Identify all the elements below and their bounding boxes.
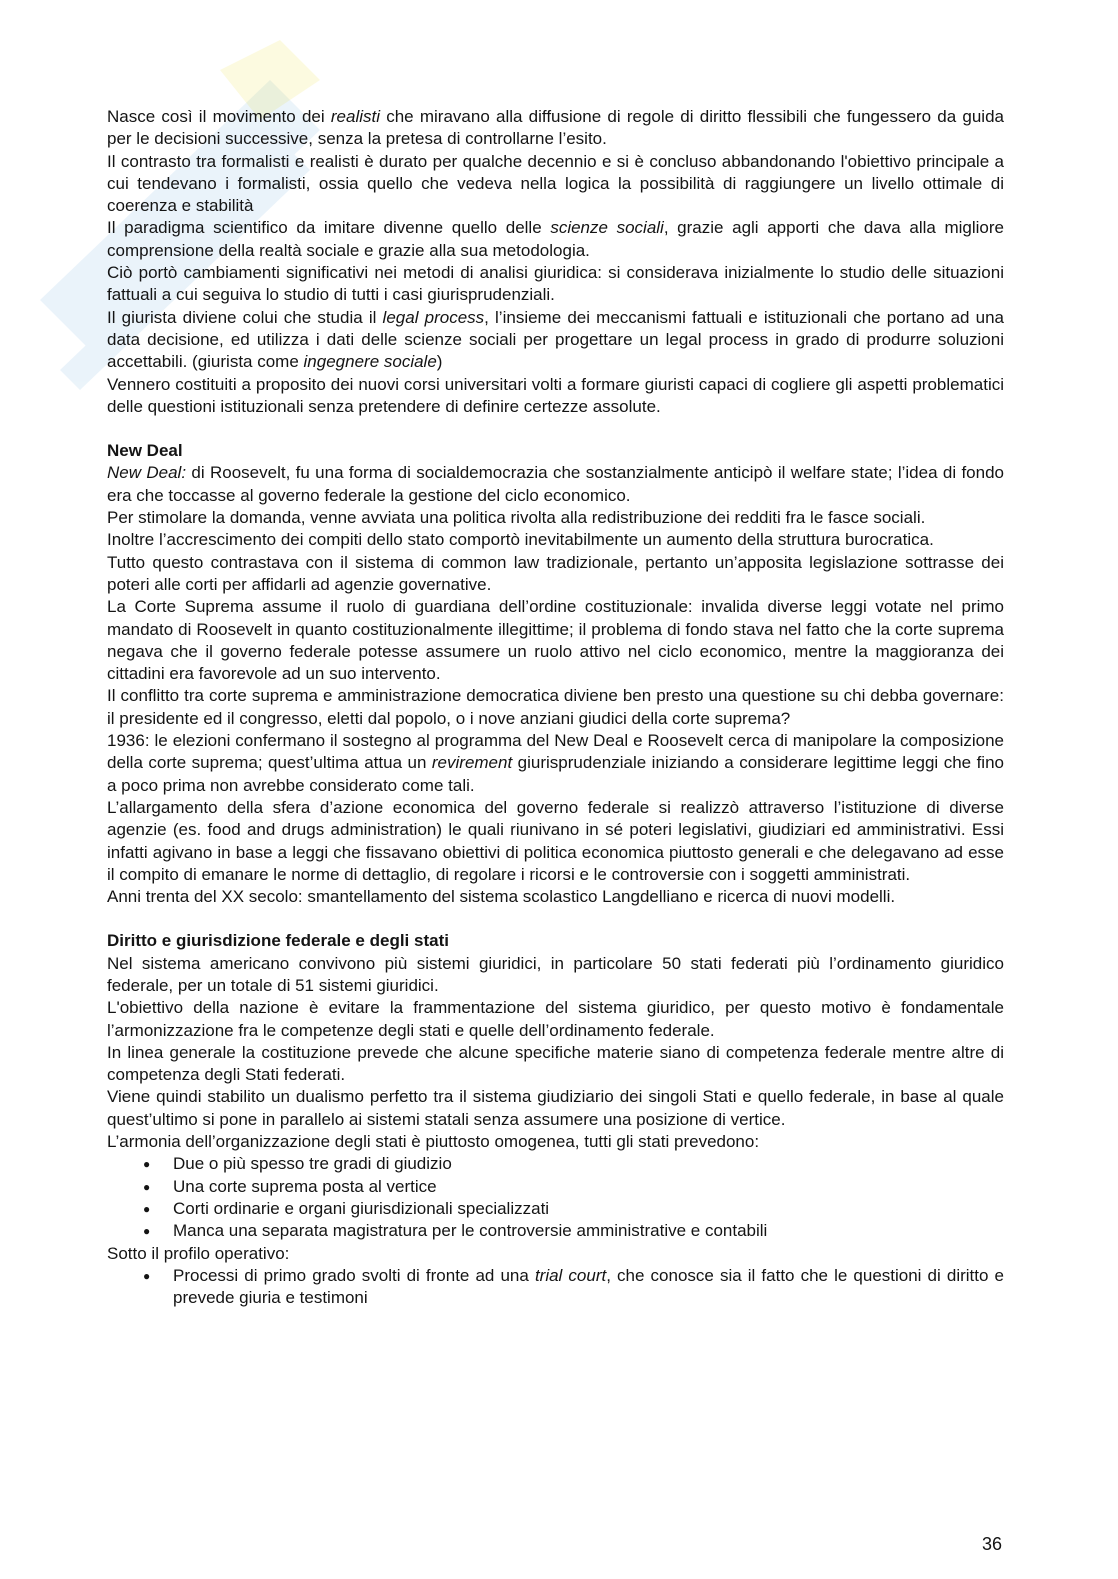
- italic-text: ingegnere sociale: [303, 352, 437, 372]
- paragraph: [107, 507, 1004, 529]
- text-run: Nasce così il movimento dei: [107, 107, 331, 126]
- bullet-list: [107, 1153, 1004, 1242]
- paragraph: [107, 1086, 1004, 1131]
- text-run: Sotto il profilo operativo:: [107, 1243, 290, 1263]
- text-run: Il contrasto tra formalisti e realisti è durato per qualche decennio e si è concluso abbandonando l'obiettivo principale a cui tendevano i formalisti, ossia quello che vedeva nella logica la possibilità di raggiungere un livello ottimale di coerenza e stabilità: [107, 151, 1004, 216]
- text-run: , l’insieme dei meccanismi fattuali e istituzionali che portano ad una data decisione, ed utilizza i dati delle scienze sociali per progettare un legal process in grado di produrre soluzioni accettabili. (giurista come: [107, 307, 1005, 372]
- italic-text: New Deal:: [107, 463, 187, 483]
- intro-section: [107, 106, 1004, 418]
- text-run: Inoltre l’accrescimento dei compiti dello stato comportò inevitabilmente un aumento della struttura burocratica.: [107, 530, 934, 550]
- text-run: L’allargamento della sfera d’azione economica del governo federale si realizzò attraverso l’istituzione di diverse agenzie (es. food and drugs administration) le quali riunivano in sé poteri legislativi, giudiziari ed amministrativi. Essi infatti agivano in base a leggi che fissavano obiettivi di politica economica piuttosto generali e che delegavano ad esse il compito di emanare le norme di dettaglio, di regolare i ricorsi e le controversie con i soggetti amministrati.: [107, 797, 1004, 884]
- text-run: La Corte Suprema assume il ruolo di guardiana dell’ordine costituzionale: invalida diverse leggi votate nel primo mandato di Roosevelt in quanto costituzionalmente illegittime; il problema di fondo stava nel fatto che la corte suprema negava che il governo federale potesse assumere un ruolo attivo nel ciclo economico, mentre la maggioranza dei cittadini era favorevole ad un suo intervento.: [107, 597, 1004, 684]
- text-run: L’armonia dell’organizzazione degli stati è piuttosto omogenea, tutti gli stati prevedono:: [107, 1132, 760, 1152]
- paragraph: [107, 151, 1004, 218]
- italic-text: realisti: [330, 107, 380, 126]
- paragraph: [107, 462, 1004, 507]
- text-run: In linea generale la costituzione prevede che alcune specifiche materie siano di competenza federale mentre altre di competenza degli Stati federati.: [107, 1042, 1004, 1085]
- text-run: Tutto questo contrastava con il sistema di common law tradizionale, pertanto un’apposita legislazione sottrasse dei poteri alle corti per affidarli ad agenzie governative.: [107, 552, 1004, 594]
- diritto-section: [107, 930, 1004, 1309]
- paragraph: [107, 730, 1004, 797]
- text-run: , grazie agli apporti che dava alla migliore comprensione della realtà sociale e grazie alla sua metodologia.: [107, 218, 1004, 260]
- paragraph: [107, 374, 1004, 419]
- page-number: 36: [981, 1534, 1002, 1554]
- italic-text: revirement: [431, 753, 513, 773]
- text-run: Corti ordinarie e organi giurisdizionali specializzati: [173, 1198, 550, 1218]
- text-run: Il paradigma scientifico da imitare divenne quello delle: [107, 218, 551, 238]
- text-run: Il giurista diviene colui che studia il: [107, 307, 383, 327]
- list-item: [173, 1198, 1004, 1220]
- paragraph: [107, 886, 1004, 908]
- paragraph: [107, 685, 1004, 730]
- new-deal-section: [107, 440, 1004, 908]
- list-item: [173, 1176, 1004, 1198]
- paragraph: [107, 596, 1004, 685]
- paragraph: [107, 106, 1004, 151]
- paragraph: [107, 1042, 1004, 1087]
- paragraph: [107, 552, 1004, 597]
- text-run: 1936: le elezioni confermano il sostegno al programma del New Deal e Roosevelt cerca di manipolare la composizione della corte suprema; quest’ultima attua un: [107, 731, 1004, 773]
- paragraph: [107, 217, 1004, 262]
- text-run: giurisprudenziale iniziando a considerare legittime leggi che fino a poco prima non avrebbe considerato come tali.: [107, 753, 1004, 795]
- text-run: , che conosce sia il fatto che le questioni di diritto e prevede giuria e testimoni: [173, 1265, 1004, 1308]
- list-item: [173, 1265, 1004, 1310]
- text-run: Processi di primo grado svolti di fronte ad una: [173, 1265, 535, 1285]
- text-run: che miravano alla diffusione di regole di diritto flessibili che fungessero da guida per le decisioni successive, senza la pretesa di controllarne l’esito.: [107, 107, 1004, 149]
- bullet-list: [107, 1265, 1004, 1310]
- text-run: Anni trenta del XX secolo: smantellamento del sistema scolastico Langdelliano e ricerca di nuovi modelli.: [107, 887, 896, 907]
- text-run: Due o più spesso tre gradi di giudizio: [173, 1154, 452, 1174]
- text-run: Il conflitto tra corte suprema e amministrazione democratica diviene ben presto una questione su chi debba governare: il presidente ed il congresso, eletti dal popolo, o i nove anziani giudici della corte suprema?: [107, 686, 1004, 728]
- paragraph: [107, 529, 1004, 551]
- text-run: Viene quindi stabilito un dualismo perfetto tra il sistema giudiziario dei singoli Stati e quello federale, in base al quale quest’ultimo si pone in parallelo ai sistemi statali senza assumere una posizione di vertice.: [107, 1087, 1004, 1129]
- text-run: L'obiettivo della nazione è evitare la frammentazione del sistema giuridico, per questo motivo è fondamentale l’armonizzazione fra le competenze degli stati e quelle dell’ordinamento federale.: [107, 998, 1004, 1040]
- italic-text: scienze sociali: [550, 218, 664, 238]
- text-run: Vennero costituiti a proposito dei nuovi corsi universitari volti a formare giuristi capaci di cogliere gli aspetti problematici delle questioni istituzionali senza pretendere di definire certezze assolute.: [107, 374, 1004, 416]
- text-run: di Roosevelt, fu una forma di socialdemocrazia che sostanzialmente anticipò il welfare state; l’idea di fondo era che toccasse al governo federale la gestione del ciclo economico.: [107, 463, 1004, 505]
- text-run: Ciò portò cambiamenti significativi nei metodi di analisi giuridica: si considerava inizialmente lo studio delle situazioni fattuali a cui seguiva lo studio di tutti i casi giurisprudenziali.: [107, 263, 1004, 305]
- list-item: [173, 1153, 1004, 1175]
- text-run: Manca una separata magistratura per le controversie amministrative e contabili: [173, 1221, 768, 1241]
- text-run: Una corte suprema posta al vertice: [173, 1176, 437, 1196]
- document-body: [107, 106, 1004, 1309]
- paragraph: [107, 1243, 1004, 1265]
- text-run: Per stimolare la domanda, venne avviata una politica rivolta alla redistribuzione dei redditi fra le fasce sociali.: [107, 508, 926, 528]
- italic-text: legal process: [382, 307, 485, 327]
- section-heading: Diritto e giurisdizione federale e degli stati: [107, 931, 449, 951]
- paragraph: [107, 1131, 1004, 1153]
- paragraph: [107, 953, 1004, 998]
- paragraph: [107, 797, 1004, 886]
- text-run: Nel sistema americano convivono più sistemi giuridici, in particolare 50 stati federati più l’ordinamento giuridico federale, per un totale di 51 sistemi giuridici.: [107, 953, 1004, 995]
- paragraph: [107, 307, 1004, 374]
- section-heading: New Deal: [107, 441, 183, 461]
- paragraph: [107, 262, 1004, 307]
- list-item: [173, 1220, 1004, 1242]
- paragraph: [107, 997, 1004, 1042]
- italic-text: trial court: [534, 1265, 607, 1285]
- text-run: ): [436, 352, 443, 372]
